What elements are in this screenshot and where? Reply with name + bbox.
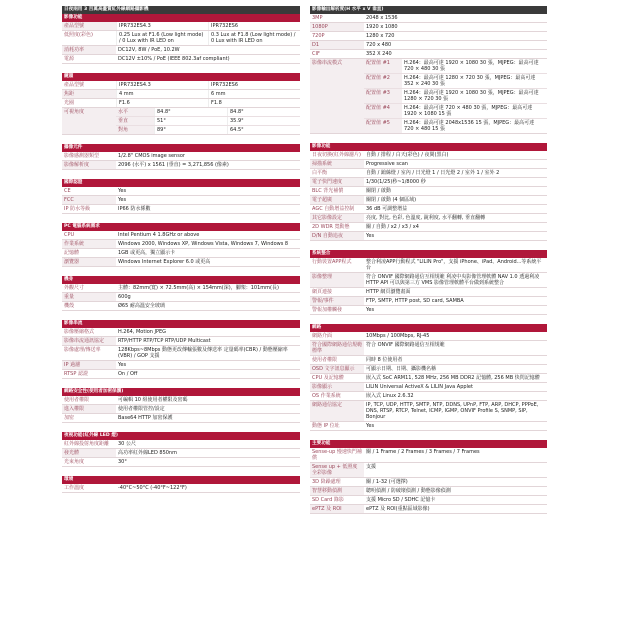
spec-key: 網路介面: [312, 333, 333, 339]
spec-key: 紅外線投射角度距離: [64, 441, 110, 447]
spec-row: [310, 273, 547, 288]
spec-value: 1280 x 720: [366, 33, 395, 39]
spec-row: [310, 448, 547, 463]
spec-row: [62, 346, 300, 361]
spec-row: [310, 505, 547, 514]
section-network: [310, 324, 547, 431]
spec-value: 30°: [118, 459, 127, 465]
section-sensor: [62, 144, 300, 170]
spec-row: [310, 422, 547, 431]
spec-row: [62, 31, 300, 46]
spec-value: 可顯示日期、日期、攝影機名稱: [366, 366, 437, 372]
spec-value: 自動 / 排程 / 白天(彩色) / 夜間(黑白): [366, 152, 449, 158]
spec-value: IPR732ES6: [208, 22, 300, 30]
spec-value: 35.9°: [227, 117, 300, 125]
spec-key: ePTZ 及 ROI: [310, 505, 364, 513]
spec-value: HTTP 網頁瀏覽畫面: [366, 289, 411, 295]
spec-value: Yes: [366, 233, 375, 239]
spec-value: 0.25 Lux at F1.6 (Low light mode) / 0 Lux with IR LED on: [116, 31, 208, 45]
section-header: 夜視功能(紅外線 LED 燈): [62, 432, 300, 440]
spec-row: [62, 284, 300, 293]
spec-key: CIF: [312, 51, 320, 57]
spec-value: RTP/HTTP RTP/TCP RTP/UDP Multicast: [118, 338, 211, 344]
spec-value: 聰明偵測 / 防破壞偵測 / 動態影像偵測: [366, 488, 451, 494]
spec-value: DC12V ±10% / PoE (IEEE 802.3af compliant): [118, 56, 230, 62]
spec-row: [62, 449, 300, 458]
spec-value: 10Mbps / 100Mbps, RJ-45: [366, 333, 430, 339]
spec-key: 影像處理/傳送率: [64, 347, 101, 353]
spec-value: IP, TCP, UDP, HTTP, SMTP, NTP, DDNS, UPnP, FTP, ARP, DHCP, PPPoE, DNS, RTSP, RTCP, Telnet, ICMP, IGMP, ONVIF Profile S, SNMP, SIP, Bonjour: [366, 402, 539, 420]
spec-value: 關 / 1 Frame / 2 Frames / 3 Frames / 7 Frames: [366, 449, 480, 455]
spec-value: H.264, Motion JPEG: [118, 329, 167, 335]
section-environment: [62, 476, 300, 493]
spec-key: IP 過濾: [62, 361, 116, 369]
spec-row: [62, 187, 300, 196]
spec-key: 掃描系統: [310, 160, 364, 168]
section-header: 系統整合: [310, 250, 547, 258]
spec-value: Ø65 耐高溫安全玻璃: [118, 303, 165, 309]
spec-key: Sense-up 慢速快門補償: [312, 449, 362, 461]
spec-value: 64.5°: [227, 126, 300, 134]
spec-row: [62, 108, 300, 135]
spec-value: IPR732ES6: [208, 81, 300, 89]
spec-row: [310, 392, 547, 401]
spec-value: F1.8: [208, 99, 300, 107]
section-header: 影像功能: [62, 14, 300, 22]
spec-row: [62, 240, 300, 249]
section-network-security: [62, 388, 300, 423]
spec-value: 支援: [366, 464, 377, 470]
spec-value: 720 x 480: [366, 42, 392, 48]
spec-key: 網路通信協定: [310, 401, 364, 421]
spec-key: 消耗功率: [62, 46, 116, 54]
spec-key: 網頁連接: [312, 289, 333, 295]
spec-row: [62, 458, 300, 467]
spec-value: 0.3 Lux at F1.8 (Low light mode) / 0 Lux with IR LED on: [208, 31, 300, 45]
spec-row: [310, 258, 547, 273]
spec-key: 光圈: [64, 100, 75, 106]
spec-value: Yes: [118, 188, 127, 194]
spec-value: 600g: [118, 294, 131, 300]
spec-value: Progressive scan: [366, 161, 408, 167]
spec-key: D/N 自動追夜: [310, 232, 364, 240]
spec-key: FCC: [62, 196, 116, 204]
section-header: 攝像元件: [62, 144, 300, 152]
spec-value: F1.6: [116, 99, 208, 107]
spec-subkey: 對角: [116, 126, 154, 134]
spec-value: H.264：最高可達 1280 × 720 30 張，MJPEG：最高可達 352 × 240 30 張: [404, 75, 536, 87]
spec-row: [62, 152, 300, 161]
spec-row: [310, 187, 547, 196]
spec-row: [310, 160, 547, 169]
spec-key: 行動裝置APP程式: [312, 259, 352, 265]
spec-value: 亮度, 對比, 色彩, 色溫度, 銳利度, 水平翻轉, 垂直翻轉: [366, 215, 486, 221]
spec-subkey: 水平: [116, 108, 154, 116]
spec-value: 2096 (水平) x 1561 (垂直) = 3,271,856 (像素): [118, 162, 229, 168]
spec-row: [310, 50, 547, 59]
spec-key: 機殼: [64, 303, 75, 309]
spec-value: 1GB 或更高，獨立顯示卡: [118, 250, 176, 256]
section-header: 鏡頭: [62, 73, 300, 81]
spec-row: [62, 161, 300, 170]
spec-row: [62, 196, 300, 205]
spec-row: [310, 341, 547, 356]
spec-row: [310, 365, 547, 374]
spec-key: 其它影像設定: [310, 214, 364, 222]
spec-row: [310, 214, 547, 223]
spec-row: [310, 356, 547, 365]
spec-row: [310, 297, 547, 306]
spec-value: DC12V, 8W / PoE, 10.2W: [118, 47, 180, 53]
spec-value: IP66 防水係數: [118, 206, 151, 212]
spec-row: [310, 196, 547, 205]
spec-row: [62, 293, 300, 302]
spec-row: [62, 55, 300, 64]
spec-key: OSD 文字訊息顯示: [310, 365, 364, 373]
spec-key: 記憶體: [64, 250, 80, 256]
spec-row: [62, 302, 300, 311]
section-certification: [62, 179, 300, 214]
spec-value: Windows 2000, Windows XP, Windows Vista, Windows 7, Windows 8: [118, 241, 289, 247]
spec-row: [310, 306, 547, 315]
spec-key: SD Card 錄影: [312, 497, 344, 503]
spec-row: [310, 151, 547, 160]
spec-value: 84.8°: [154, 108, 227, 116]
spec-row: [310, 487, 547, 496]
spec-key: 可視角度: [62, 108, 116, 134]
spec-value: 關閉 / 啟動: [366, 188, 391, 194]
section-header: 網路: [310, 324, 547, 332]
section-header: 影像功能: [310, 143, 547, 151]
spec-row: [62, 258, 300, 267]
spec-key: 發光體: [62, 449, 116, 457]
spec-value: Base64 HTTP 加密保護: [118, 415, 173, 421]
section-header: PC 電腦系統需求: [62, 223, 300, 231]
spec-subkey: 配置值 #5: [364, 119, 402, 133]
spec-value: 符合 ONVIF 國際網路通信互相規範: [366, 342, 445, 348]
spec-value: 36 dB 可調整增益: [366, 206, 408, 212]
section-night-vision: [62, 432, 300, 467]
spec-key: 影像感測器類型: [64, 153, 100, 159]
spec-value: 關閉 / 啟動 (4 個區域): [366, 197, 417, 203]
spec-key: 加密: [64, 415, 75, 421]
spec-key: 符合國際網路通信規範標準: [312, 342, 363, 354]
spec-value: 89°: [154, 126, 227, 134]
spec-value: LILIN Universal ActiveX & LILIN Java Applet: [366, 384, 473, 390]
spec-key: CPU: [64, 232, 75, 238]
spec-value: 同時 8 位使用者: [366, 357, 403, 363]
section-header: 主要功能: [310, 440, 547, 448]
spec-value: 符合 ONVIF 國際網路通信互相規範 利凌中央影像管理軟體 NAV 1.0 透過利凌 HTTP API 可以與第三方 VMS 影像管理軟體平台做到系統整合: [366, 274, 540, 286]
spec-row: [62, 22, 300, 31]
spec-key: 進入權限: [62, 405, 116, 413]
spec-row: [310, 332, 547, 341]
spec-row: [310, 496, 547, 505]
spec-value: Windows Internet Explorer 6.0 或更高: [118, 259, 211, 265]
spec-value: -40°C~50°C (-40°F~122°F): [118, 485, 187, 491]
spec-row: [310, 288, 547, 297]
spec-key: RTSP 認證: [64, 371, 88, 377]
spec-row: [310, 463, 547, 478]
spec-value: FTP, SMTP, HTTP post, SD card, SAMBA: [366, 298, 464, 304]
spec-subkey: 配置值 #2: [364, 74, 402, 88]
spec-key: 工作溫度: [64, 485, 85, 491]
spec-value: IPR732ES4.3: [116, 22, 208, 30]
section-pc-requirements: [62, 223, 300, 267]
spec-key: D1: [310, 41, 364, 49]
product-title: 日夜兩用 3 百萬高畫質紅外線網路攝影機: [62, 6, 300, 14]
spec-value: Yes: [366, 307, 375, 313]
spec-key: 3D 降躁處理: [312, 479, 341, 485]
spec-row: [62, 405, 300, 414]
section-header: 國際認證: [62, 179, 300, 187]
spec-key: 警報/事件: [310, 297, 364, 305]
spec-value: IPR732ES4.3: [116, 81, 208, 89]
spec-key: 產品型號: [64, 82, 85, 88]
spec-key: 焦距: [62, 90, 116, 98]
spec-key: 動態 IP 位址: [312, 423, 340, 429]
spec-row: [310, 478, 547, 487]
spec-value: 2048 x 1536: [366, 15, 398, 21]
spec-key: 使用者權限: [64, 397, 90, 403]
spec-value: Yes: [118, 197, 127, 203]
left-column: [62, 6, 300, 502]
spec-row: [310, 205, 547, 214]
spec-row: [62, 484, 300, 493]
spec-key: AGC 自動增益控制: [312, 206, 355, 212]
section-header: 網路安全性(使用者加密保護): [62, 388, 300, 396]
spec-row: [310, 178, 547, 187]
spec-value: 支援 Micro SD / SDHC 記憶卡: [366, 497, 436, 503]
spec-row: [62, 249, 300, 258]
spec-key: 電源: [64, 56, 75, 62]
spec-key: 瀏覽器: [62, 258, 116, 266]
spec-value: H.264：最高可達 2048x1536 15 張，MJPEG：最高可達 720 × 480 15 張: [404, 120, 535, 132]
spec-row: [310, 383, 547, 392]
spec-value: 使用者權限管控/設定: [118, 406, 165, 412]
spec-key: 720P: [312, 33, 325, 39]
section-output-resolution: [310, 6, 547, 134]
spec-value: 6 mm: [208, 90, 300, 98]
spec-key: 白平衡: [312, 170, 328, 176]
spec-key: 警報加權觸發: [312, 307, 343, 313]
spec-value: 1920 x 1080: [366, 24, 398, 30]
spec-key: 2D WDR 寬動態: [312, 224, 350, 230]
spec-row: [62, 414, 300, 423]
spec-value: 128Kbps~8Mbps 動態更改傳輸張數及傳送率 定量碼率(CBR) / 動態壓縮率(VBR) / GOP 支援: [118, 347, 288, 359]
spec-value: 關 / 1-32 (可選擇): [366, 479, 408, 485]
spec-value: Intel Pentium 4 1.8GHz or above: [118, 232, 200, 238]
spec-row: [310, 169, 547, 178]
spec-subkey: 垂直: [116, 117, 154, 125]
spec-value: Yes: [118, 362, 127, 368]
spec-value: 1/30(1/25)秒~1/8000 秒: [366, 179, 426, 185]
spec-subkey: 配置值 #3: [364, 89, 402, 103]
section-header: 影像串流: [62, 320, 300, 328]
spec-key: 低照度(彩色): [64, 32, 93, 38]
spec-key: 外觀尺寸: [64, 285, 85, 291]
spec-value: 可編輯 10 組使用者權限及密碼: [118, 397, 188, 403]
spec-key: 產品型號: [62, 22, 116, 30]
spec-key: 電子快門速度: [310, 178, 364, 186]
spec-key: 影像解析度: [62, 161, 116, 169]
spec-key: 影像壓縮格式: [64, 329, 95, 335]
spec-key: 電子超廣: [310, 196, 364, 204]
spec-value: ePTZ 及 ROI(重點區域影像): [366, 506, 430, 512]
spec-row: [62, 440, 300, 449]
spec-key: BLC 背光補償: [312, 188, 344, 194]
spec-subkey: 配置值 #4: [364, 104, 402, 118]
section-video-streaming: [62, 320, 300, 379]
spec-key: 影像串流通訊協定: [62, 337, 116, 345]
section-housing: [62, 276, 300, 311]
spec-row: [62, 328, 300, 337]
section-header: 影像輸出解析度(H 水平 x V 垂直): [310, 6, 547, 14]
spec-row: [310, 23, 547, 32]
section-header: 機身: [62, 276, 300, 284]
spec-key: OS 作業系統: [312, 393, 341, 399]
spec-value: 高功率紅外線LED 850nm: [118, 450, 177, 456]
spec-row: [62, 396, 300, 405]
spec-row: [62, 337, 300, 346]
section-system-integration: [310, 250, 547, 315]
spec-value: 嵌入式 SoC ARM11, 528 MHz, 256 MB DDR2 記憶體, 256 MB 快閃記憶體: [366, 375, 540, 381]
spec-row: [62, 205, 300, 214]
spec-row: [310, 223, 547, 232]
section-camera-features: [62, 6, 300, 64]
spec-key: Sense up + 低照度全彩影像: [310, 463, 364, 477]
spec-key: 作業系統: [62, 240, 116, 248]
spec-key: CE: [64, 188, 71, 194]
spec-value: H.264：最高可達 720 × 480 30 張，MJPEG：最高可達 1920 × 1080 15 張: [404, 105, 533, 117]
spec-value: 30 公尺: [118, 441, 136, 447]
spec-row: [62, 231, 300, 240]
spec-key: 3MP: [312, 15, 323, 21]
spec-key: 智慧移動偵測: [310, 487, 364, 495]
spec-row: [62, 90, 300, 99]
spec-row: [310, 232, 547, 241]
spec-value: 51°: [154, 117, 227, 125]
spec-key: CPU 及記憶體: [312, 375, 344, 381]
spec-value: 4 mm: [116, 90, 208, 98]
spec-value: H.264：最高可達 1920 × 1080 30 張，MJPEG：最高可達 1280 × 720 30 張: [404, 90, 539, 102]
section-image-features: [310, 143, 547, 241]
spec-row: [62, 99, 300, 108]
spec-value: 352 X 240: [366, 51, 392, 57]
spec-key: IP 防水等級: [64, 206, 91, 212]
spec-key: 影像串流模式: [310, 59, 364, 133]
spec-value: 自動 / 鎢絲燈 / 室內 / 日光燈 1 / 日光燈 2 / 室外 1 / 室外 2: [366, 170, 500, 176]
spec-key: 光束角度: [64, 459, 85, 465]
spec-value: Yes: [366, 423, 375, 429]
spec-key: 影像整理: [310, 273, 364, 287]
spec-value: 84.8°: [227, 108, 300, 116]
spec-row: [310, 32, 547, 41]
spec-subkey: 配置值 #1: [364, 59, 402, 73]
spec-value: H.264：最高可達 1920 × 1080 30 張，MJPEG：最高可達 720 × 480 30 張: [404, 60, 539, 72]
right-column: [310, 6, 547, 523]
spec-value: 關 / 自動 / x2 / x3 / x4: [366, 224, 419, 230]
spec-row: [310, 401, 547, 422]
spec-key: 1080P: [310, 23, 364, 31]
spec-key: 重量: [62, 293, 116, 301]
spec-row: [62, 370, 300, 379]
spec-value: 主體：82mm(寬) × 72.5mm(高) × 154mm(深)，腳架：101mm(長): [118, 285, 279, 291]
spec-key: 使用者權限: [312, 357, 338, 363]
spec-value: 嵌入式 Linux 2.6.32: [366, 393, 414, 399]
spec-value: 1/2.8" CMOS image sensor: [118, 153, 185, 159]
spec-row: [310, 41, 547, 50]
spec-row: [62, 81, 300, 90]
spec-row: [310, 14, 547, 23]
spec-row: [310, 374, 547, 383]
spec-key: 日夜切換(紅外線濾片): [312, 152, 361, 158]
spec-value: 整合利凌APP行動程式 "LILIN Pro"，支援 iPhone、iPad、Android...等系統平台: [366, 259, 542, 271]
spec-key: 影像顯示: [310, 383, 364, 391]
spec-row: [310, 59, 547, 134]
section-main-features: [310, 440, 547, 514]
spec-value: On / Off: [118, 371, 138, 377]
section-header: 環境: [62, 476, 300, 484]
section-lens: [62, 73, 300, 135]
spec-row: [62, 46, 300, 55]
spec-row: [62, 361, 300, 370]
